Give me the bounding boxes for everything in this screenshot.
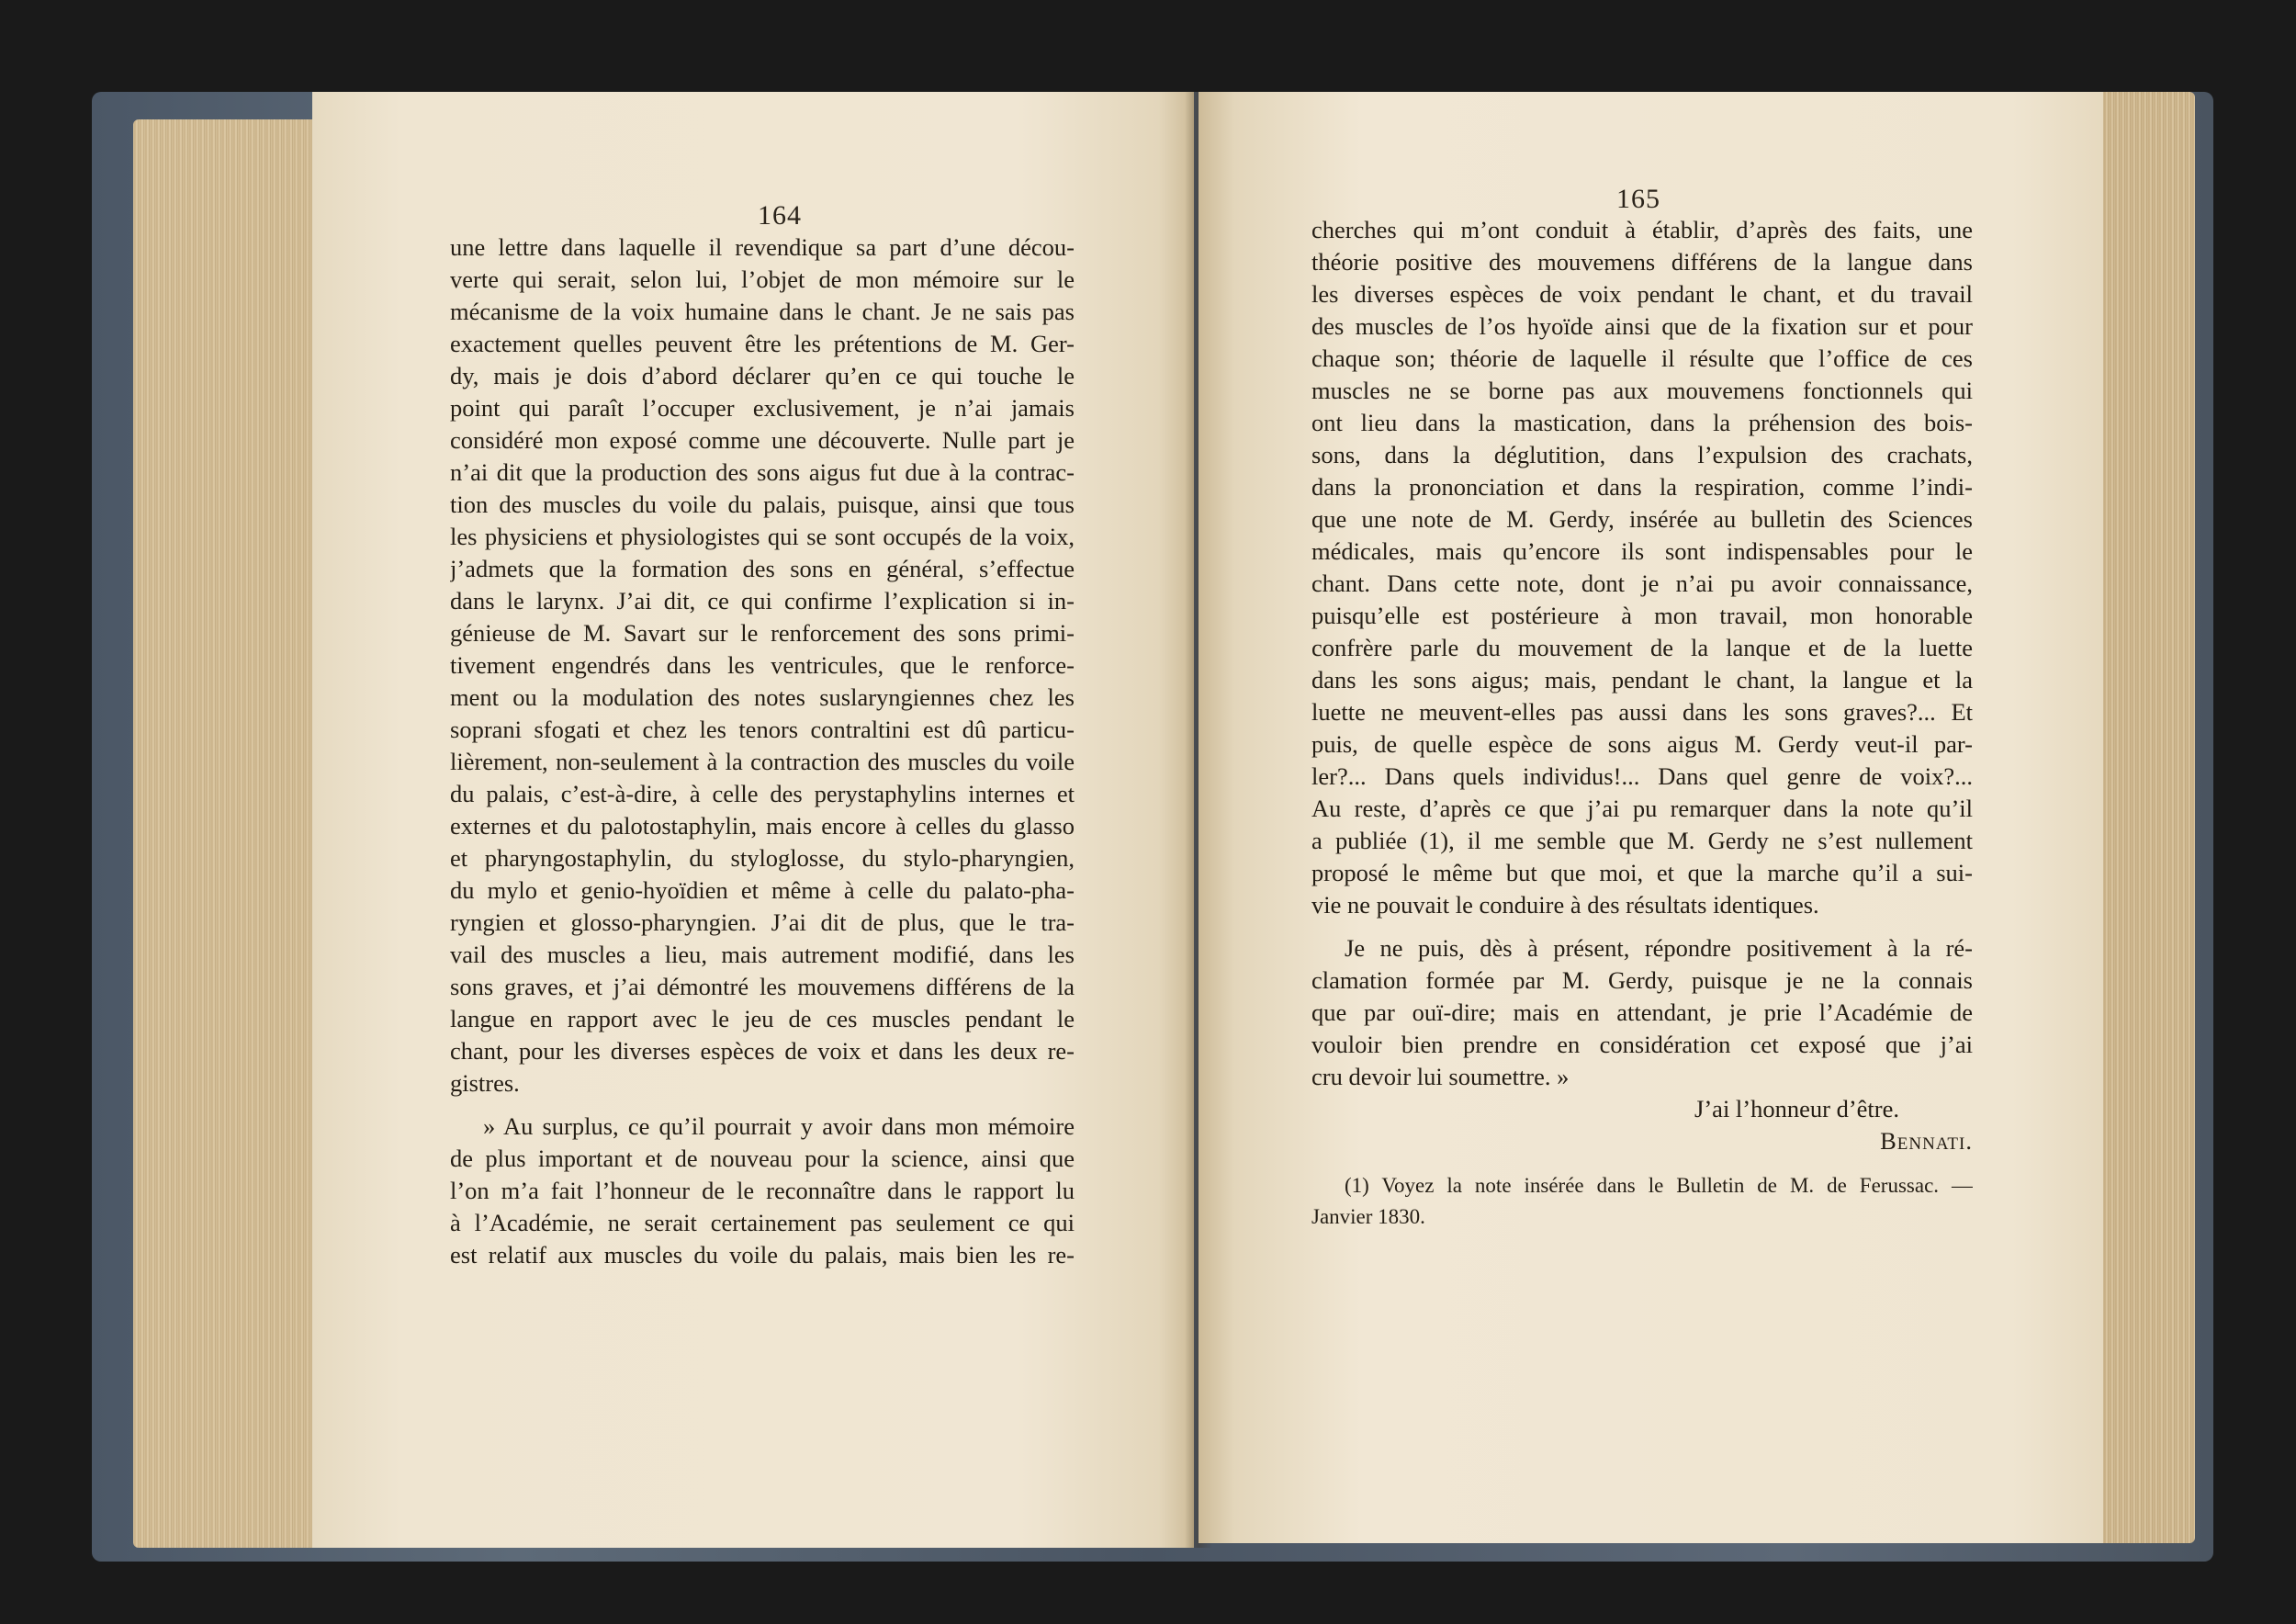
text-line: puis, de quelle espèce de sons aigus M. Gerdy veut-il par- [1311,730,1973,758]
text-line: n’ai dit que la production des sons aigus fut due à la contrac- [450,458,1075,486]
signature: Bennati. [1880,1127,1973,1155]
text-line: mécanisme de la voix humaine dans le chant. Je ne sais pas [450,298,1075,325]
text-line: l’on m’a fait l’honneur de le reconnaître dans le rapport lu [450,1177,1075,1204]
closing-line: J’ai l’honneur d’être. [1694,1095,1899,1122]
text-line: du palais, c’est-à-dire, à celle des perystaphylins internes et [450,780,1075,807]
text-line: clamation formée par M. Gerdy, puisque je ne la connais [1311,966,1973,994]
text-line: ment ou la modulation des notes suslaryngiennes chez les [450,683,1075,711]
text-line: j’admets que la formation des sons en général, s’effectue [450,555,1075,582]
text-line: vouloir bien prendre en considération cet exposé que j’ai [1311,1031,1973,1058]
text-line: » Au surplus, ce qu’il pourrait y avoir dans mon mémoire [483,1112,1075,1140]
text-line: exactement quelles peuvent être les prétentions de M. Ger- [450,330,1075,357]
text-line: tion des muscles du voile du palais, puisque, ainsi que tous [450,491,1075,518]
footnote-line: Janvier 1830. [1311,1205,1425,1228]
text-line: des muscles de l’os hyoïde ainsi que de la fixation sur et pour [1311,312,1973,340]
text-line: ont lieu dans la mastication, dans la préhension des bois- [1311,409,1973,436]
right-page-text [1311,214,1973,1233]
text-line: du mylo et genio-hyoïdien et même à celle du palato-pha- [450,876,1075,904]
text-line: dy, mais je dois d’abord déclarer qu’en ce qui touche le [450,362,1075,389]
text-line: de plus important et de nouveau pour la science, ainsi que [450,1145,1075,1172]
text-line: chaque son; théorie de laquelle il résulte que l’office de ces [1311,344,1973,372]
text-line: considéré mon exposé comme une découverte. Nulle part je [450,426,1075,454]
text-line: cherches qui m’ont conduit à établir, d’après des faits, une [1311,216,1973,243]
text-line: vie ne pouvait le conduire à des résultats identiques. [1311,891,1819,919]
left-page [312,92,1194,1548]
text-line: puisqu’elle est postérieure à mon travail, mon honorable [1311,602,1973,629]
text-line: dans la prononciation et dans la respiration, comme l’indi- [1311,473,1973,501]
text-line: chant, pour les diverses espèces de voix et dans les deux re- [450,1037,1075,1065]
text-line: externes et du palotostaphylin, mais encore à celles du glasso [450,812,1075,840]
text-line: à l’Académie, ne serait certainement pas seulement ce qui [450,1209,1075,1236]
text-line: luette ne meuvent-elles pas aussi dans les sons graves?... Et [1311,698,1973,726]
right-page-edges [2103,92,2195,1543]
text-line: point qui paraît l’occuper exclusivement, je n’ai jamais [450,394,1075,422]
text-line: Je ne puis, dès à présent, répondre positivement à la ré- [1345,934,1973,962]
text-line: ler?... Dans quels individus!... Dans quel genre de voix?... [1311,762,1973,790]
right-page [1199,92,2103,1543]
left-page-edges [133,119,317,1548]
text-line: une lettre dans laquelle il revendique sa part d’une décou- [450,233,1075,261]
text-line: dans les sons aigus; mais, pendant le chant, la langue et la [1311,666,1973,694]
text-line: gistres. [450,1069,520,1097]
footnote-line: (1) Voyez la note insérée dans le Bulletin de M. de Ferussac. — [1345,1174,1973,1197]
text-line: verte qui serait, selon lui, l’objet de mon mémoire sur le [450,265,1075,293]
text-line: les diverses espèces de voix pendant le chant, et du travail [1311,280,1973,308]
text-line: proposé le même but que moi, et que la marche qu’il a sui- [1311,859,1973,886]
text-line: génieuse de M. Savart sur le renforcement des sons primi- [450,619,1075,647]
text-line: que une note de M. Gerdy, insérée au bulletin des Sciences [1311,505,1973,533]
text-line: et pharyngostaphylin, du styloglosse, du stylo-pharyngien, [450,844,1075,872]
text-line: soprani sfogati et chez les tenors contraltini est dû particu- [450,716,1075,743]
footnote-gap [1311,1157,1973,1170]
text-line: médicales, mais qu’encore ils sont indispensables pour le [1311,537,1973,565]
paragraph-gap [1311,921,1973,932]
text-line: confrère parle du mouvement de la lanque et de la luette [1311,634,1973,661]
text-line: ryngien et glosso-pharyngien. J’ai dit de plus, que le tra- [450,908,1075,936]
text-line: a publiée (1), il me semble que M. Gerdy ne s’est nullement [1311,827,1973,854]
text-line: théorie positive des mouvemens différens de la langue dans [1311,248,1973,276]
page-number: 164 [758,200,802,231]
text-line: les physiciens et physiologistes qui se sont occupés de la voix, [450,523,1075,550]
text-line: muscles ne se borne pas aux mouvemens fonctionnels qui [1311,377,1973,404]
text-line: lièrement, non-seulement à la contraction des muscles du voile [450,748,1075,775]
text-line: tivement engendrés dans les ventricules, que le renforce- [450,651,1075,679]
text-line: chant. Dans cette note, dont je n’ai pu avoir connaissance, [1311,570,1973,597]
text-line: sons, dans la déglutition, dans l’expulsion des crachats, [1311,441,1973,468]
text-line: est relatif aux muscles du voile du palais, mais bien les re- [450,1241,1075,1269]
text-line: langue en rapport avec le jeu de ces muscles pendant le [450,1005,1075,1032]
text-line: que par ouï-dire; mais en attendant, je prie l’Académie de [1311,998,1973,1026]
left-page-text [450,231,1075,1271]
text-line: cru devoir lui soumettre. » [1311,1063,1570,1090]
text-line: vail des muscles a lieu, mais autrement modifié, dans les [450,941,1075,968]
paragraph-gap [450,1100,1075,1111]
text-line: dans le larynx. J’ai dit, ce qui confirme l’explication si in- [450,587,1075,615]
text-line: sons graves, et j’ai démontré les mouvemens différens de la [450,973,1075,1000]
text-line: Au reste, d’après ce que j’ai pu remarquer dans la note qu’il [1311,795,1973,822]
page-number: 165 [1616,184,1660,214]
